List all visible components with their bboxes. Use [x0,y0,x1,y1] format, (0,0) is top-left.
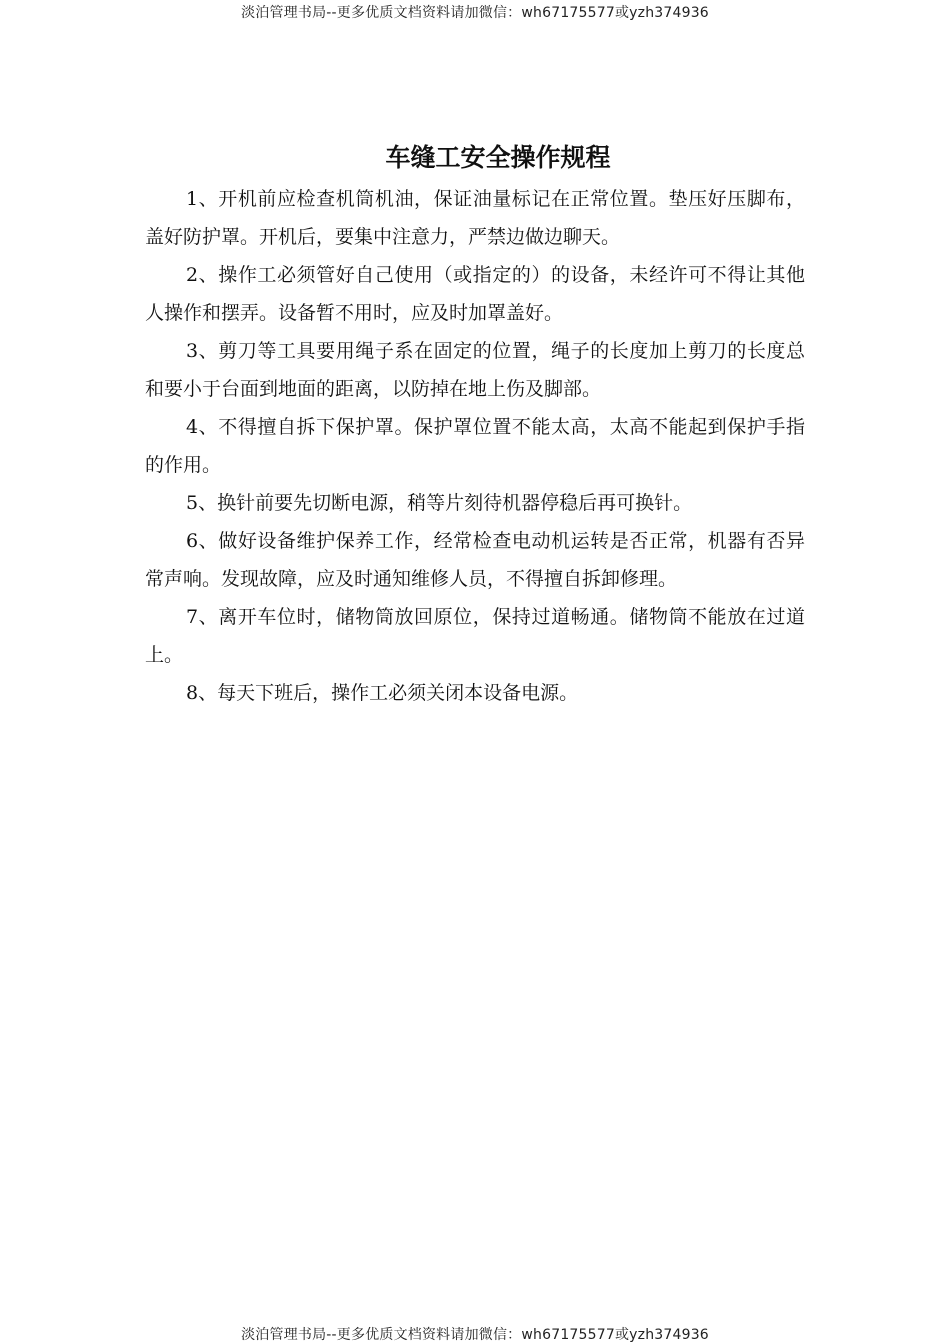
document-title: 车缝工安全操作规程 [385,143,611,172]
header-banner: 淡泊管理书局--更多优质文档资料请加微信：wh67175577或yzh374936 [241,5,709,21]
rule-paragraph-6: 6、做好设备维护保养工作，经常检查电动机运转是否正常，机器有否异常声响。发现故障，应及时通知维修人员，不得擅自拆卸修理。 [145,530,805,590]
rule-paragraph-1: 1、开机前应检查机筒机油，保证油量标记在正常位置。垫压好压脚布，盖好防护罩。开机后，要集中注意力，严禁边做边聊天。 [145,188,805,248]
footer-banner: 淡泊管理书局--更多优质文档资料请加微信：wh67175577或yzh374936 [241,1327,709,1343]
document-body [145,180,805,712]
rule-paragraph-7: 7、离开车位时，储物筒放回原位，保持过道畅通。储物筒不能放在过道上。 [145,606,805,666]
rule-paragraph-4: 4、不得擅自拆下保护罩。保护罩位置不能太高，太高不能起到保护手指的作用。 [145,416,805,476]
rule-paragraph-3: 3、剪刀等工具要用绳子系在固定的位置，绳子的长度加上剪刀的长度总和要小于台面到地面的距离，以防掉在地上伤及脚部。 [145,340,805,400]
rule-paragraph-2: 2、操作工必须管好自己使用（或指定的）的设备，未经许可不得让其他人操作和摆弄。设备暂不用时，应及时加罩盖好。 [145,264,805,324]
rule-paragraph-8: 8、每天下班后，操作工必须关闭本设备电源。 [186,682,579,704]
rule-paragraph-5: 5、换针前要先切断电源，稍等片刻待机器停稳后再可换针。 [186,492,693,514]
